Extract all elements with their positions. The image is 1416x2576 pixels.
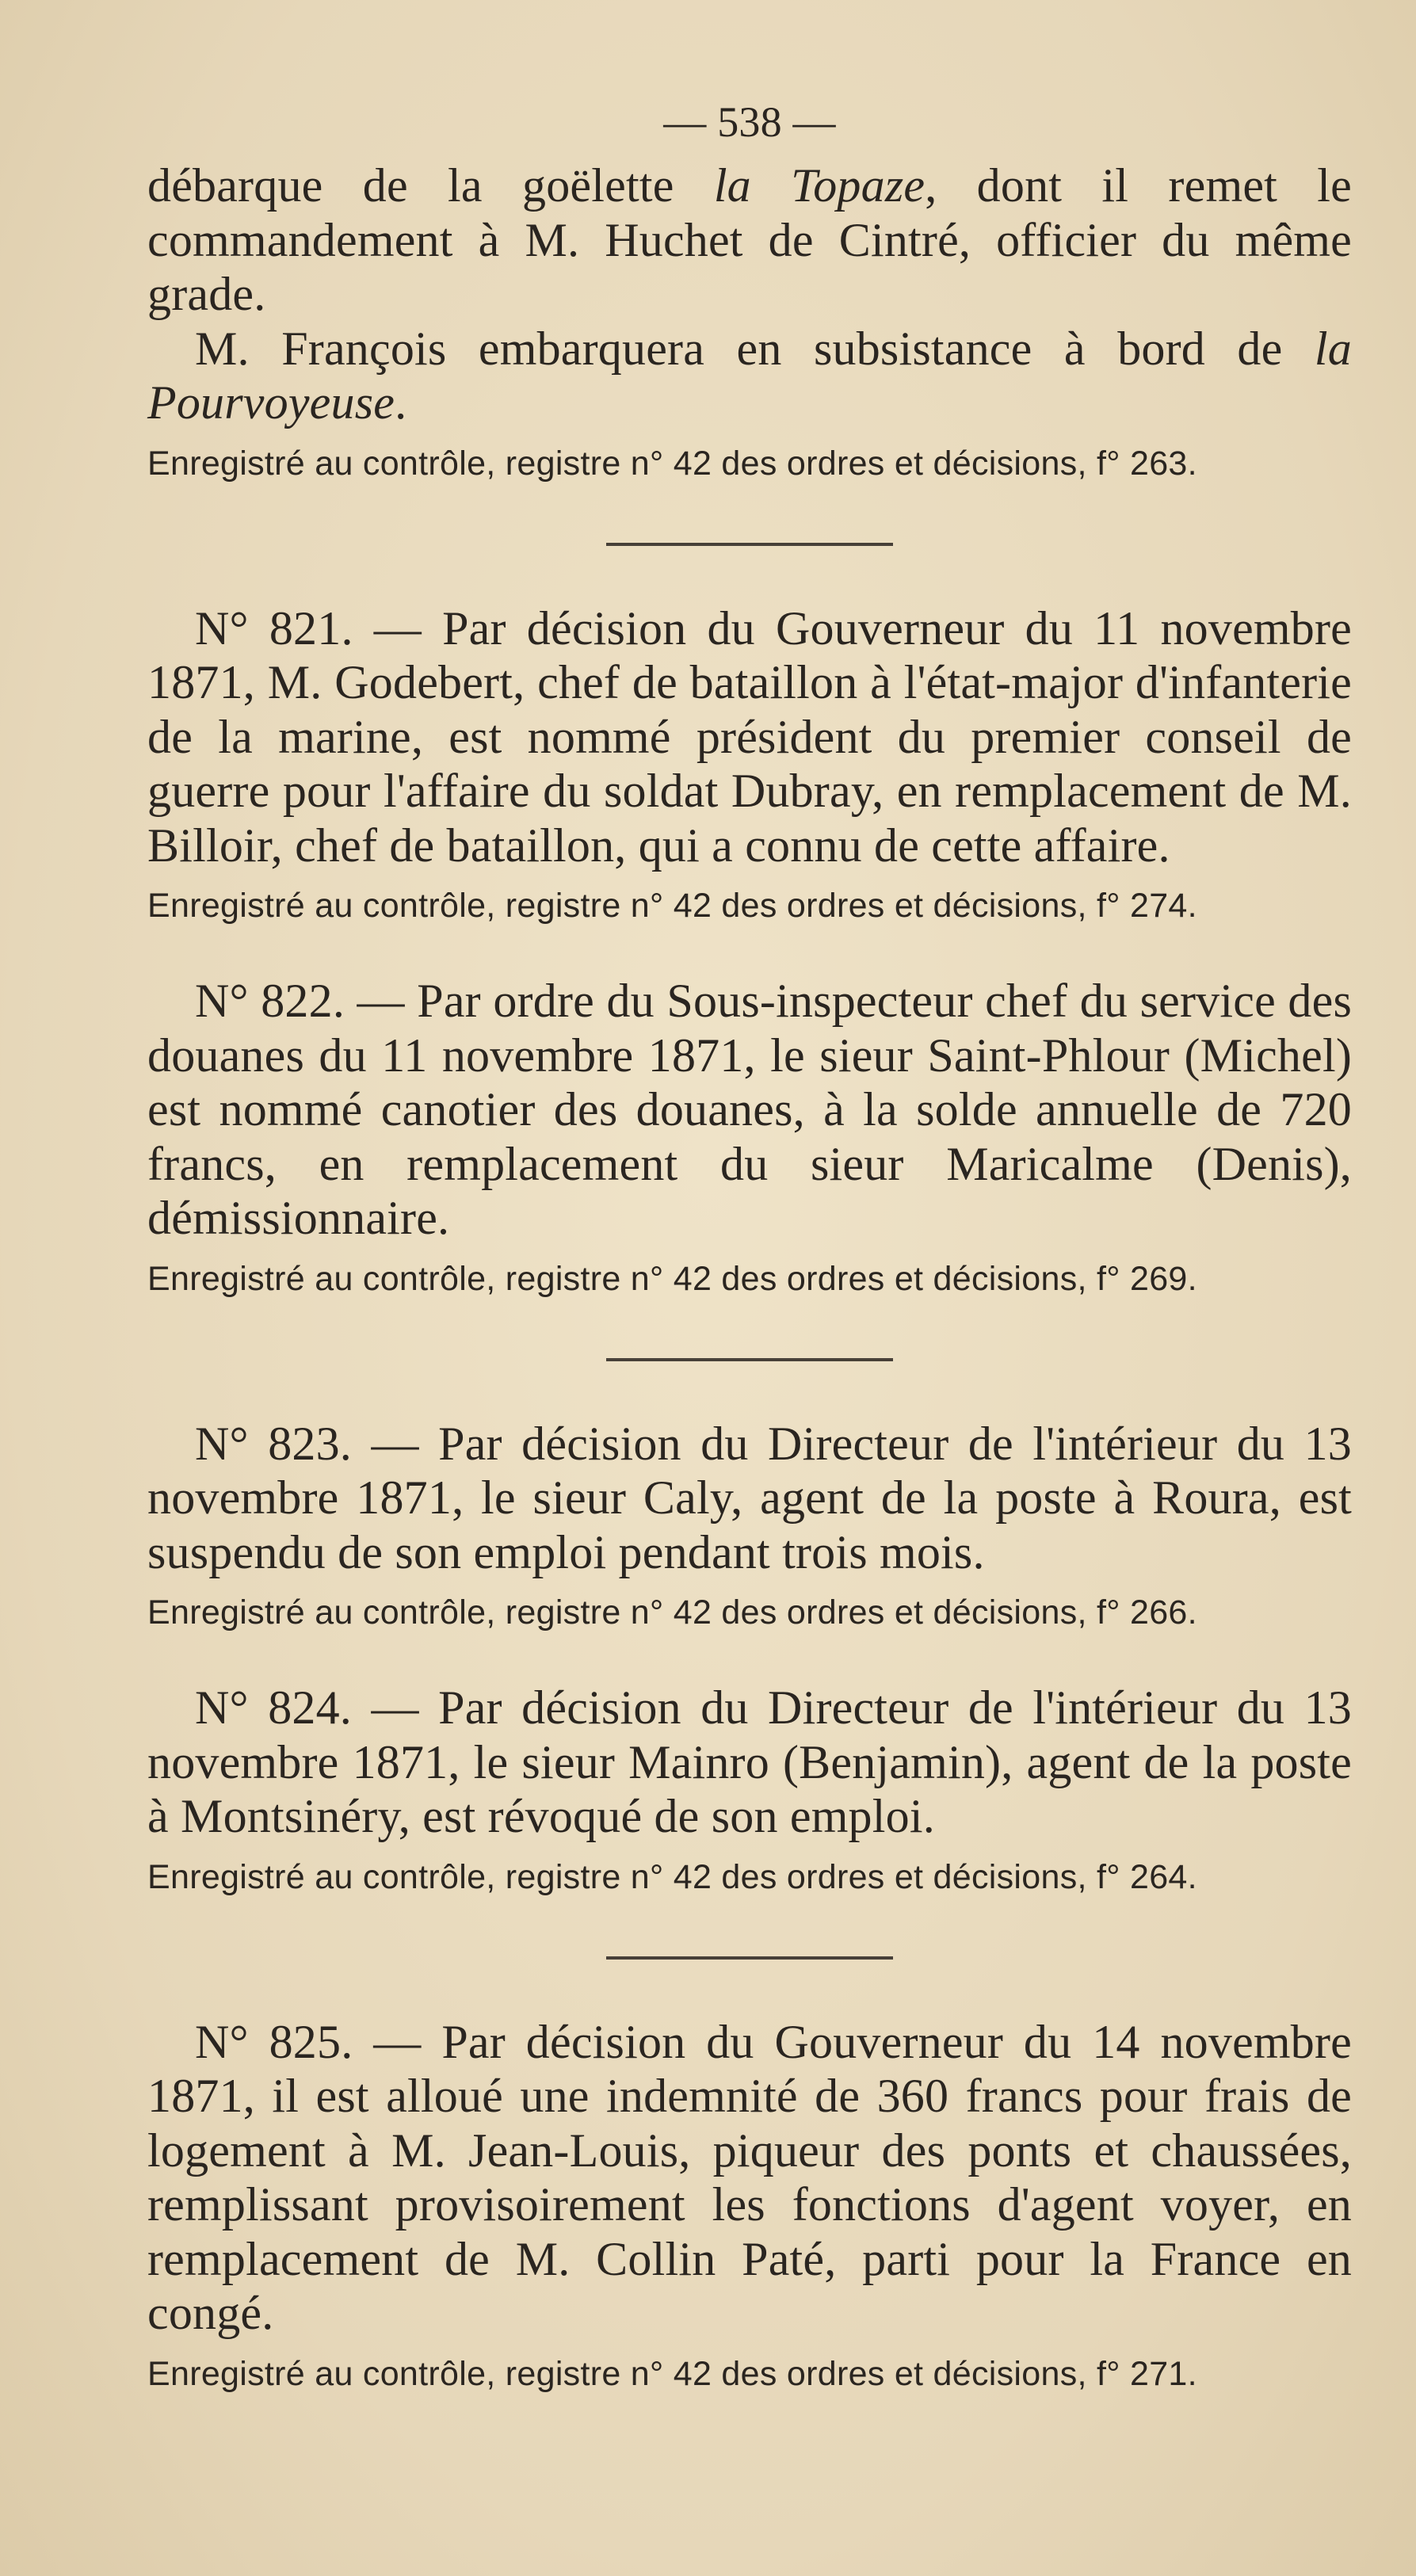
registration-note: Enregistré au contrôle, registre n° 42 des ordres et décisions, f° 264. <box>147 1857 1197 1896</box>
registration-note: Enregistré au contrôle, registre n° 42 des ordres et décisions, f° 263. <box>147 444 1197 483</box>
registration-note: Enregistré au contrôle, registre n° 42 des ordres et décisions, f° 274. <box>147 887 1197 925</box>
entry-number: N° 823. <box>195 1417 352 1470</box>
entry-number: N° 822. <box>195 975 345 1027</box>
ship-name-pourvoyeuse: la Pourvoyeuse <box>147 322 1352 429</box>
entry-text: — Par décision du Directeur de l'intérieur du 13 novembre 1871, le sieur Caly, agent de la poste à Roura, est suspendu de son emploi pendant trois mois. <box>147 1417 1352 1578</box>
paragraph-gap <box>147 1636 1352 1681</box>
entry-821 <box>147 601 1352 873</box>
section-divider <box>606 1358 893 1361</box>
entry-824 <box>147 1681 1352 1844</box>
entry-number: N° 824. <box>195 1681 352 1734</box>
entry-text: — Par décision du Directeur de l'intérieur du 13 novembre 1871, le sieur Mainro (Benjamin), agent de la poste à Montsinéry, est révoqué de son emploi. <box>147 1681 1352 1842</box>
entry-text: — Par décision du Gouverneur du 11 novembre 1871, M. Godebert, chef de bataillon à l'état-major d'infanterie de la marine, est nommé président du premier conseil de guerre pour l'affaire du soldat Dubray, en remplacement de M. Billoir, chef de bataillon, qui a connu de cette affaire. <box>147 601 1352 872</box>
continuation-text-end: , dont il remet le commandement à M. Huchet de Cintré, officier du même grade. <box>147 159 1352 320</box>
registration-note: Enregistré au contrôle, registre n° 42 des ordres et décisions, f° 269. <box>147 1259 1197 1298</box>
entry-822 <box>147 974 1352 1246</box>
section-divider <box>606 1956 893 1960</box>
entry-number: N° 821. <box>195 601 353 654</box>
entry-number: N° 825. <box>195 2015 353 2068</box>
embarkation-text-end: . <box>395 376 407 429</box>
entry-text: — Par décision du Gouverneur du 14 novembre 1871, il est alloué une indemnité de 360 francs pour frais de logement à M. Jean-Louis, piqueur des ponts et chaussées, remplissant provisoirement les fonctions d'agent voyer, en remplacement de M. Collin Paté, parti pour la France en congé. <box>147 2015 1352 2339</box>
ship-name-topaze: la Topaze <box>713 159 926 212</box>
text-column <box>147 95 1352 2398</box>
section-divider <box>606 543 893 546</box>
page-number: — 538 — <box>663 98 836 146</box>
embarkation-text-start: M. François embarquera en subsistance à bord de <box>195 322 1315 375</box>
entry-825 <box>147 2015 1352 2341</box>
embarkation-paragraph <box>147 322 1352 430</box>
registration-note: Enregistré au contrôle, registre n° 42 des ordres et décisions, f° 271. <box>147 2354 1197 2393</box>
continuation-text-start: débarque de la goëlette <box>147 159 714 212</box>
registration-note: Enregistré au contrôle, registre n° 42 des ordres et décisions, f° 266. <box>147 1593 1197 1631</box>
continuation-paragraph <box>147 158 1352 322</box>
entry-text: — Par ordre du Sous-inspecteur chef du service des douanes du 11 novembre 1871, le sieur Saint-Phlour (Michel) est nommé canotier des douanes, à la solde annuelle de 720 francs, en remplacement du sieur Maricalme (Denis), démissionnaire. <box>147 975 1352 1244</box>
paragraph-gap <box>147 929 1352 974</box>
entry-823 <box>147 1417 1352 1580</box>
